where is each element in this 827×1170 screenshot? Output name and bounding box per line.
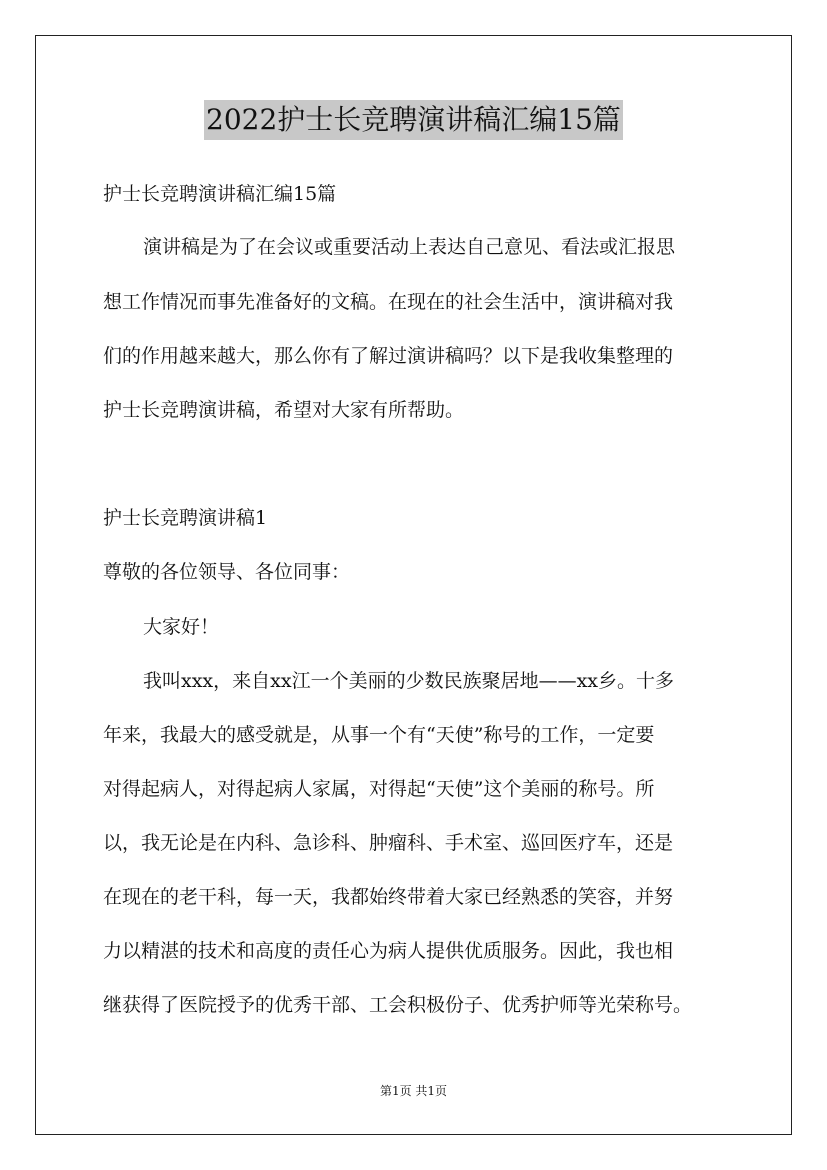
- greeting: 大家好！: [143, 616, 220, 638]
- body-line: 力以精湛的技术和高度的责任心为病人提供优质服务。因此，我也相: [103, 940, 674, 962]
- title-container: [0, 100, 827, 140]
- body-line: 以，我无论是在内科、急诊科、肿瘤科、手术室、巡回医疗车，还是: [103, 832, 674, 854]
- intro-line: 们的作用越来越大，那么你有了解过演讲稿吗？以下是我收集整理的: [103, 345, 674, 367]
- body-line: 我叫xxx，来自xx江一个美丽的少数民族聚居地——xx乡。十多: [143, 670, 675, 692]
- intro-line: 护士长竞聘演讲稿，希望对大家有所帮助。: [103, 399, 465, 421]
- page-number: 第1页 共1页: [379, 1084, 448, 1098]
- salutation: 尊敬的各位领导、各位同事：: [103, 561, 351, 583]
- body-line: 继获得了医院授予的优秀干部、工会积极份子、优秀护师等光荣称号。: [103, 994, 693, 1016]
- intro-line: 想工作情况而事先准备好的文稿。在现在的社会生活中，演讲稿对我: [103, 291, 674, 313]
- intro-line: 演讲稿是为了在会议或重要活动上表达自己意见、看法或汇报思: [143, 236, 676, 258]
- document-title: 2022护士长竞聘演讲稿汇编15篇: [204, 100, 623, 140]
- document-subtitle: 护士长竞聘演讲稿汇编15篇: [103, 183, 337, 205]
- body-line: 对得起病人，对得起病人家属，对得起“天使”这个美丽的称号。所: [103, 778, 655, 800]
- body-line: 在现在的老干科，每一天，我都始终带着大家已经熟悉的笑容，并努: [103, 886, 674, 908]
- section-heading: 护士长竞聘演讲稿1: [103, 507, 268, 529]
- body-line: 年来，我最大的感受就是，从事一个有“天使”称号的工作，一定要: [103, 724, 655, 746]
- page-footer: [0, 1083, 827, 1099]
